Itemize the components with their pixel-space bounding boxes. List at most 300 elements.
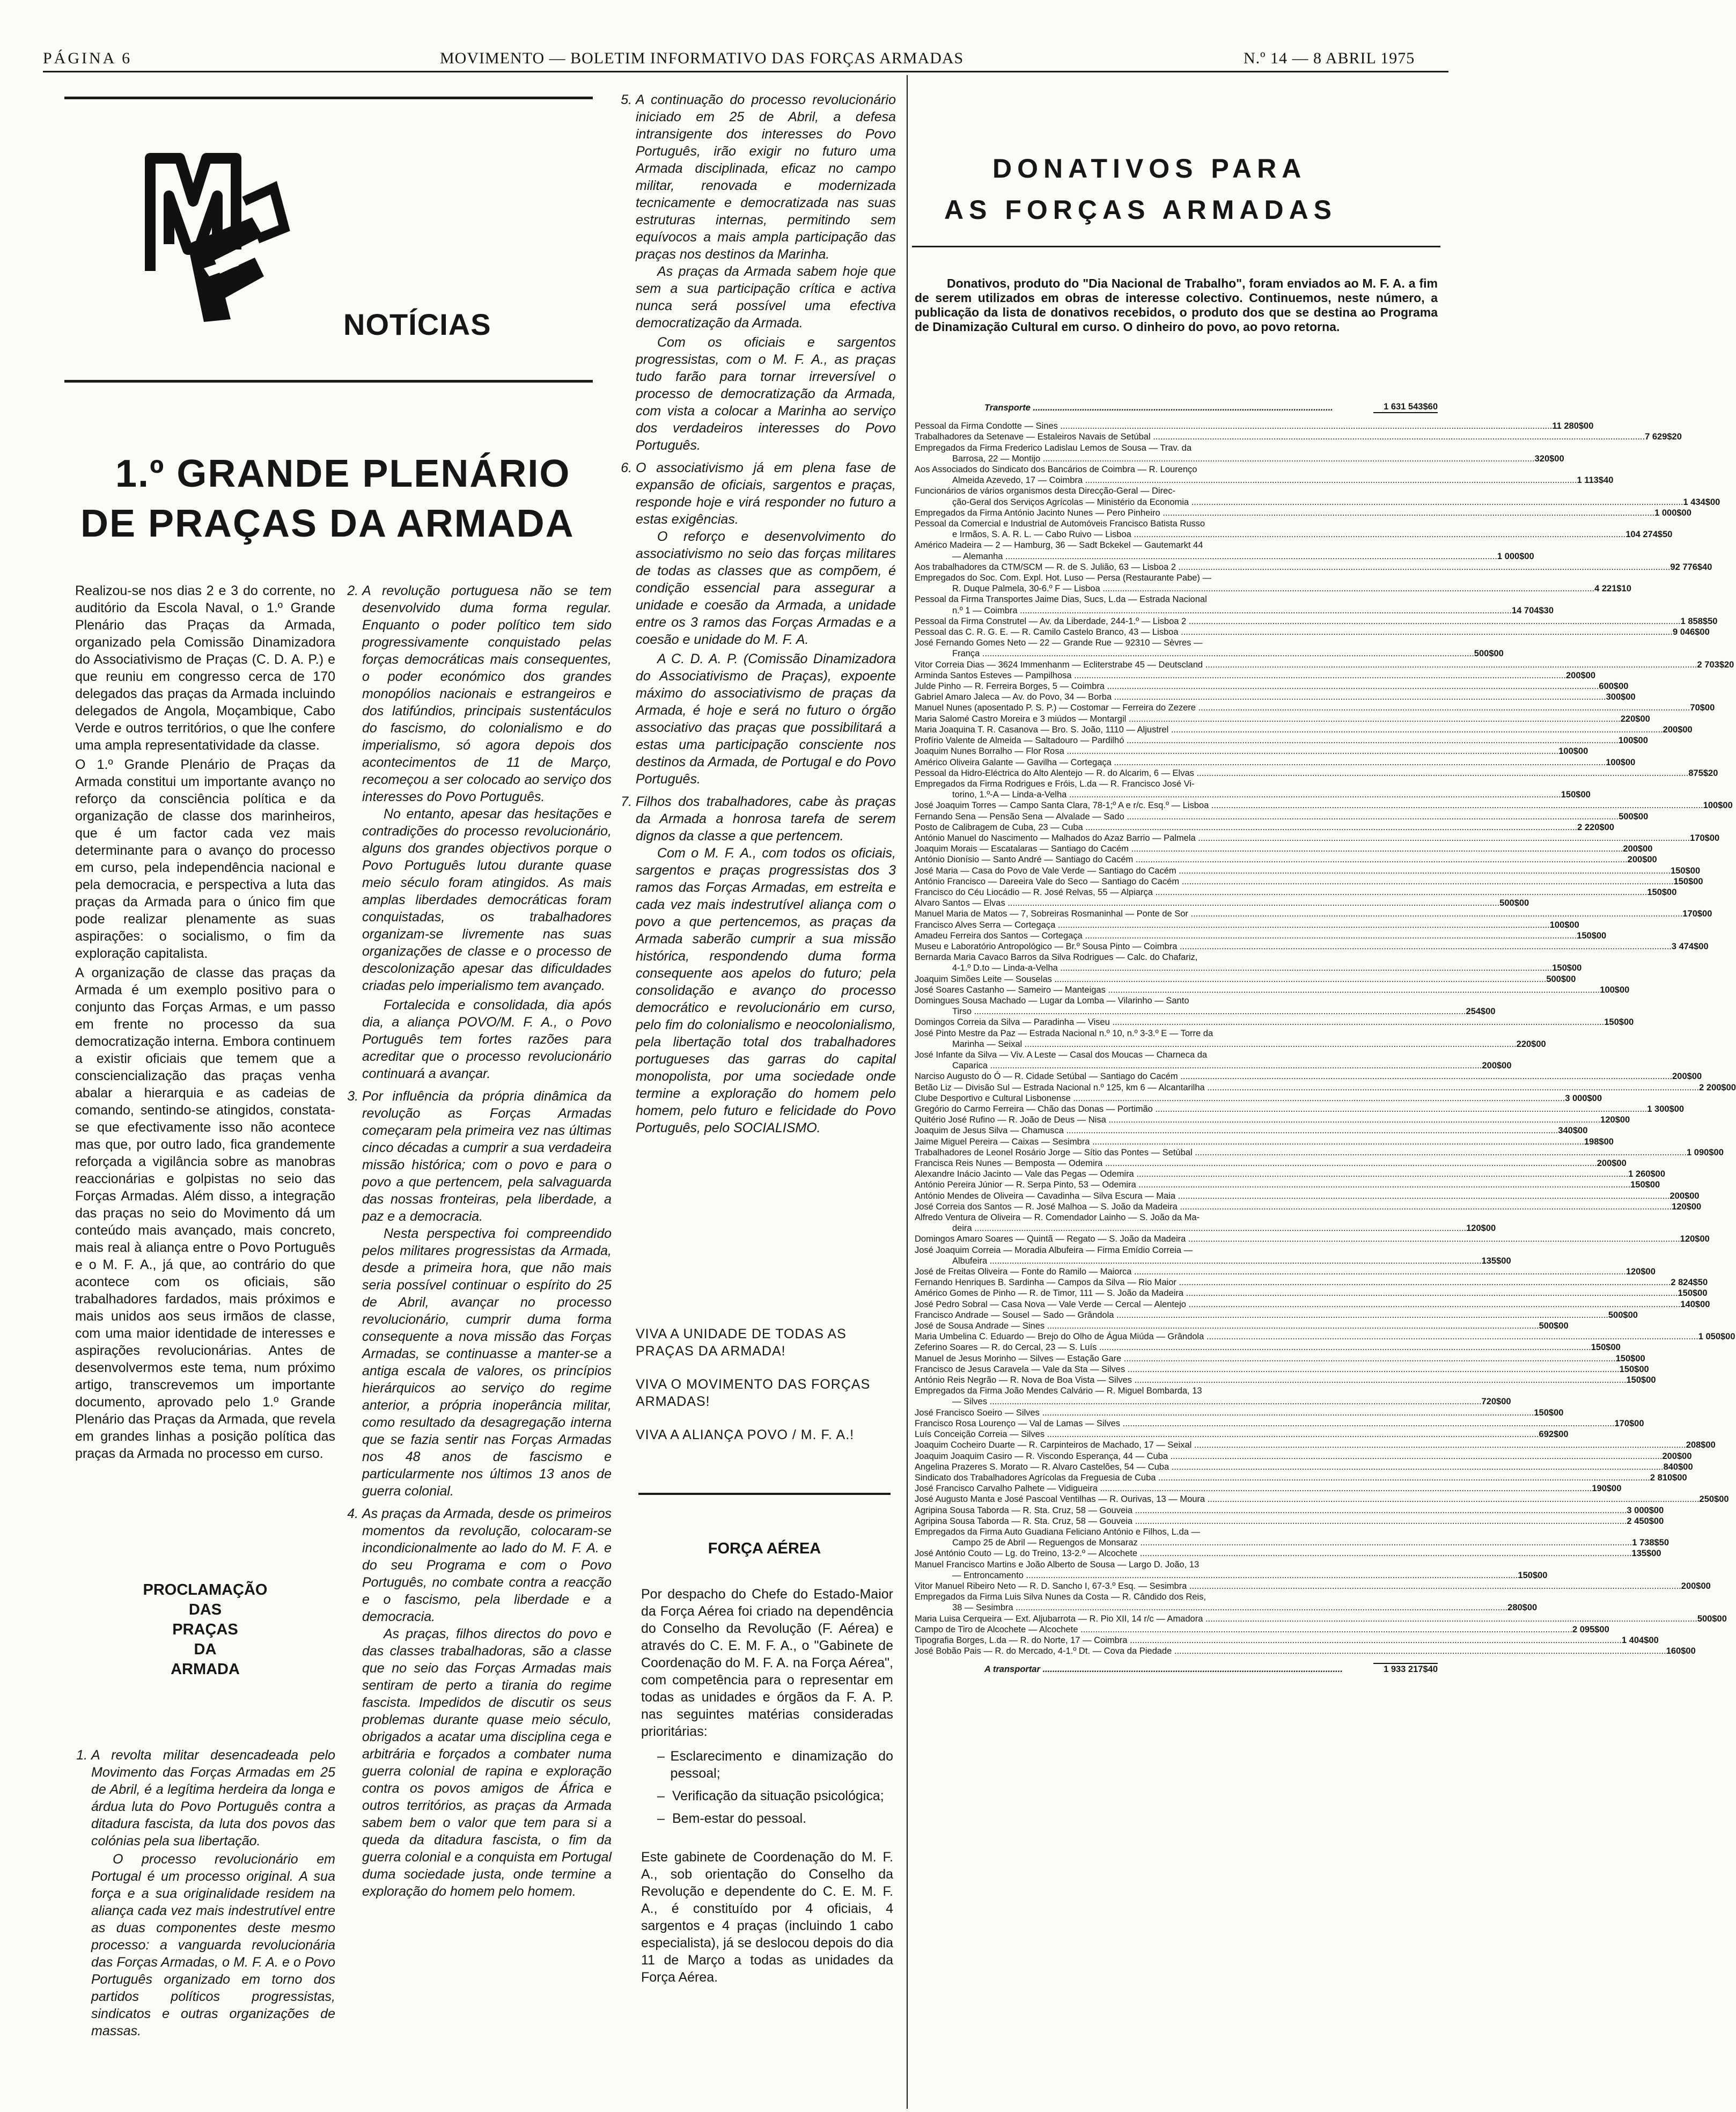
col1-paragraph: O 1.º Grande Plenário de Praças da Armada constitui um importante avanço no reforço da consciência política e da organização de classe dos marinheiros, que é um factor cada vez mais determinante para o avanço do processo em curso, pela independência nacional e pela democracia, e perspectiva a luta das praças da Armada para o único fim que pode realizar plenamente as suas aspirações: o socialismo, o fim da exploração capitalista.	[75, 757, 335, 961]
fa-item-text: Bem-estar do pessoal.	[672, 1811, 807, 1826]
donation-amount: 220$00	[1620, 714, 1650, 724]
donor-name: Maria Joaquina T. R. Casanova — Bro. S. João, 1110 — Aljustrel ........................................................................................................................................................................................................	[915, 724, 1663, 735]
donation-row	[915, 702, 1715, 713]
donation-row	[915, 573, 1438, 583]
donation-amount: 200$00	[1681, 1581, 1711, 1591]
donor-name: — Entroncamento ........................................................................................................................................................................................................	[952, 1570, 1518, 1580]
donor-name: Joaquim Morais — Escatalaras — Santiago do Cacém ........................................................................................................................................................................................................	[915, 844, 1623, 854]
donation-row	[915, 844, 1653, 854]
donation-row	[915, 1624, 1609, 1635]
transporte-row	[915, 401, 1438, 413]
donation-row	[915, 659, 1734, 670]
donation-amount: 170$00	[1690, 833, 1720, 843]
donor-name: Jaime Miguel Pereira — Caixas — Sesimbra ........................................................................................................................................................................................................	[915, 1136, 1584, 1147]
donation-amount: 3 000$00	[1565, 1093, 1602, 1103]
donation-amount: 100$00	[1549, 920, 1579, 930]
donation-amount: 600$00	[1599, 681, 1629, 692]
item-text: O processo revolucionário em Portugal é um processo original. A sua força e a sua originalidade residem na aliança cada vez mais indestrutível entre as duas componentes deste mesmo processo: a vanguarda revolucionária das Forças Armadas, o M. F. A. e o Povo Português organizado em torno dos partidos políticos progressistas, sindicatos e outras organizações de massas.	[91, 1852, 335, 2038]
donation-amount: 500$00	[1474, 649, 1504, 659]
donation-amount: 200$00	[1482, 1061, 1512, 1071]
donation-row	[915, 1114, 1630, 1125]
donor-name: António Dionísio — Santo André — Santiago do Cacém ........................................................................................................................................................................................................	[915, 855, 1628, 865]
col3-text	[620, 91, 896, 1142]
donation-row	[915, 941, 1709, 952]
donation-amount: 14 704$30	[1512, 605, 1554, 615]
donation-row	[915, 1277, 1708, 1288]
col2-text	[346, 582, 612, 1905]
donation-row	[915, 898, 1529, 908]
donor-name: Quitério José Rufino — R. João de Deus — Nisa ........................................................................................................................................................................................................	[915, 1115, 1601, 1125]
donation-amount: 104 274$50	[1625, 530, 1673, 540]
donor-name: Joaquim Nunes Borralho — Flor Rosa ........................................................................................................................................................................................................	[915, 746, 1559, 757]
donation-row	[915, 1635, 1659, 1646]
donor-name: Campo 25 de Abril — Reguengos de Monsaraz ........................................................................................................................................................................................................	[952, 1538, 1632, 1548]
donation-row	[915, 486, 1438, 496]
donor-name: Narciso Augusto do Ó — R. Cidade Setúbal — Santiago do Cacém ........................................................................................................................................................................................................	[915, 1072, 1673, 1082]
donation-row	[915, 1245, 1438, 1256]
donation-row	[915, 952, 1438, 963]
donor-name: Campo de Tiro de Alcochete — Alcochete ........................................................................................................................................................................................................	[915, 1624, 1572, 1634]
donor-name: José Francisco Soeiro — Silves ........................................................................................................................................................................................................	[915, 1407, 1534, 1418]
donor-name: Zeferino Soares — R. do Cercal, 23 — S. Luís ........................................................................................................................................................................................................	[915, 1343, 1591, 1353]
donor-name: Joaquim Joaquim Casiro — R. Viscondo Esperança, 44 — Cuba ........................................................................................................................................................................................................	[915, 1451, 1663, 1461]
viva-movimento: VIVA O MOVIMENTO DAS FORÇAS ARMADAS!	[636, 1377, 871, 1409]
donation-row	[915, 443, 1438, 453]
viva-block	[636, 1325, 899, 1460]
donation-amount: 100$00	[1606, 757, 1636, 767]
donor-name: Joaquim Cocheiro Duarte — R. Carpinteiros de Machado, 17 — Seixal ........................................................................................................................................................................................................	[915, 1440, 1686, 1450]
donation-amount: 120$00	[1466, 1223, 1496, 1234]
donation-amount: 692$00	[1539, 1429, 1569, 1440]
header-rule	[43, 71, 1448, 72]
item-text: Com o M. F. A., com todos os oficiais, sargentos e praças progressistas dos 3 ramos das Forças Armadas, em estreita e cada vez mais indestrutível aliança com o povo a que pertencemos, as praças da Armada saberão cumprir a sua missão histórica, respondendo duma forma consequente aos apelos do futuro; pela consolidação e avanço do processo democrático e revolucionário em curso, pelo fim do colonialismo e neocolonialismo, pela libertação total dos trabalhadores portugueses das garras do capital monopolista, por uma sociedade onde termine a exploração do homem pelo homem, pelo futuro e felicidade do Povo Português, pelo SOCIALISMO.	[636, 846, 896, 1135]
donation-amount: 2 824$50	[1671, 1278, 1708, 1288]
donation-amount: 1 000$00	[1497, 551, 1534, 561]
item-text: A revolta militar desencadeada pelo Movimento das Forças Armadas em 25 de Abril, é a legítima herdeira da longa e árdua luta do Povo Português contra a ditadura fascista, da luta dos povos das colónias pela sua libertação.	[91, 1748, 335, 1849]
donation-row	[915, 963, 1582, 973]
donation-row	[915, 551, 1534, 562]
donation-amount: 340$00	[1558, 1126, 1588, 1136]
donation-row	[915, 594, 1438, 605]
donation-amount: 100$00	[1558, 746, 1588, 757]
donation-amount: 200$00	[1597, 1158, 1627, 1169]
item-text: Fortalecida e consolidada, dia após dia, a aliança POVO/M. F. A., o Povo Português tem fortes razões para acreditar que o processo revolucionário continuará a avançar.	[362, 998, 612, 1081]
donation-amount: 2 810$00	[1650, 1472, 1687, 1483]
donor-name: 4-1.º D.to — Linda-a-Velha ........................................................................................................................................................................................................	[952, 963, 1553, 973]
donation-amount: 150$00	[1615, 1353, 1645, 1363]
donor-name: Tirso ........................................................................................................................................................................................................	[952, 1007, 1466, 1017]
donation-amount: 150$00	[1577, 930, 1607, 941]
donation-amount: 150$00	[1561, 790, 1591, 800]
item-text: A continuação do processo revolucionário iniciado em 25 de Abril, a defesa intransigente dos interesses do Povo Português, irão exigir no futuro uma Armada disciplinada, eficaz no campo militar, renovada e modernizada tecnicamente e democratizada nas suas estruturas internas, permitindo sem equívocos a mais ampla participação das praças nos destinos da Marinha.	[636, 92, 896, 262]
donation-amount: 150$00	[1678, 1288, 1708, 1299]
donation-row	[915, 1191, 1700, 1201]
donor-name: Profírio Valente de Almeida — Saltadouro — Pardilhó ........................................................................................................................................................................................................	[915, 736, 1619, 746]
donor-name: António Pereira Júnior — R. Serpa Pinto, 53 — Odemira ........................................................................................................................................................................................................	[915, 1180, 1631, 1190]
donation-row	[915, 1310, 1638, 1321]
donation-amount: 208$00	[1686, 1440, 1716, 1450]
donor-name: Joaquim de Jesus Silva — Chamusca ........................................................................................................................................................................................................	[915, 1126, 1558, 1136]
donor-name: Agripina Sousa Taborda — R. Sta. Cruz, 58 — Gouveia ........................................................................................................................................................................................................	[915, 1516, 1627, 1526]
donor-name: Aos trabalhadores da CTM/SCM — R. de S. Julião, 63 — Lisboa 2 ........................................................................................................................................................................................................	[915, 562, 1671, 572]
donor-name: Vitor Manuel Ribeiro Neto — R. D. Sancho I, 67-3.º Esq. — Sesimbra ........................................................................................................................................................................................................	[915, 1581, 1681, 1591]
donation-amount: 150$00	[1673, 876, 1703, 886]
item-text: Com os oficiais e sargentos progressistas, com o M. F. A., as praças tudo farão para tornar irreversível o processo de democratização da Armada, com vista a colocar a Marinha ao serviço dos verdadeiros interesses do Povo Português.	[636, 335, 896, 453]
donation-amount: 3 000$00	[1627, 1505, 1664, 1515]
donor-name: Manuel Francisco Martins e João Alberto de Sousa — Largo D. João, 13	[915, 1559, 1200, 1570]
donation-row	[915, 1592, 1438, 1602]
donation-row	[915, 605, 1554, 616]
donation-row	[915, 518, 1438, 529]
donor-name: Arminda Santos Esteves — Pampilhosa ........................................................................................................................................................................................................	[915, 670, 1566, 680]
donor-name: António Reis Negrão — R. Nova de Boa Vista — Silves ........................................................................................................................................................................................................	[915, 1375, 1627, 1385]
donation-amount: 150$00	[1671, 866, 1701, 876]
donor-name: R. Duque Palmela, 30-6.º F — Lisboa ........................................................................................................................................................................................................	[952, 584, 1595, 594]
donor-name: Empregados da Firma Auto Guadiana Feliciano António e Filhos, L.da —	[915, 1527, 1200, 1537]
donation-row	[915, 866, 1701, 876]
donation-row	[915, 930, 1607, 941]
donation-row	[915, 1581, 1711, 1592]
donor-name: José Francisco Carvalho Palhete — Vidigueira ........................................................................................................................................................................................................	[915, 1484, 1592, 1494]
donation-amount: 120$00	[1680, 1234, 1710, 1244]
issue-date: N.º 14 — 8 ABRIL 1975	[1244, 49, 1415, 67]
donor-name: Luís Conceição Correia — Silves ........................................................................................................................................................................................................	[915, 1429, 1539, 1440]
donation-row	[915, 1169, 1665, 1179]
donor-name: Clube Desportivo e Cultural Lisbonense ........................................................................................................................................................................................................	[915, 1093, 1565, 1103]
donation-row	[915, 1462, 1693, 1472]
donation-row	[915, 1006, 1496, 1017]
donation-row	[915, 648, 1504, 659]
donation-row	[915, 724, 1693, 735]
fa-paragraph: Este gabinete de Coordenação do M. F. A., sob orientação do Conselho da Revolução e dependente do C. E. M. F. A., é constituído por 4 oficiais, 4 sargentos e 4 praças (incluindo 1 cabo especialista), já se deslocou depois do dia 11 de Março a todas as unidades da Força Aérea.	[641, 1850, 893, 1985]
donation-amount: 200$00	[1565, 670, 1596, 680]
donation-row	[915, 1614, 1727, 1624]
donation-amount: 92 776$40	[1670, 562, 1712, 572]
donation-row	[915, 1407, 1564, 1418]
donor-name: José Maria — Casa do Povo de Vale Verde — Santiago do Cacém ........................................................................................................................................................................................................	[915, 866, 1671, 876]
donation-amount: 840$00	[1663, 1462, 1693, 1472]
donation-amount: 200$00	[1672, 1072, 1702, 1082]
donation-row	[915, 1646, 1696, 1656]
a-transportar-value: 1 933 217$40	[1373, 1663, 1438, 1675]
donation-row	[915, 529, 1673, 540]
donor-name: Pessoal da Firma Condotte — Sines ........................................................................................................................................................................................................	[915, 421, 1553, 431]
proclamation-line: PROCLAMAÇÃO	[143, 1581, 268, 1598]
donation-row	[915, 562, 1712, 573]
donation-amount: 9 046$00	[1672, 627, 1710, 637]
donation-row	[915, 854, 1657, 865]
donation-row	[915, 1602, 1538, 1613]
donor-name: 38 — Sesimbra ........................................................................................................................................................................................................	[952, 1603, 1508, 1613]
logo-bottom-rule	[64, 380, 593, 383]
donation-amount: 1 260$00	[1628, 1169, 1665, 1179]
donor-name: José de Freitas Oliveira — Fonte do Ramilo — Maiorca ........................................................................................................................................................................................................	[915, 1267, 1626, 1277]
donor-name: Funcionários de vários organismos desta Direcção-Geral — Direc-	[915, 486, 1176, 496]
donation-row	[915, 1017, 1634, 1028]
donor-name: deira ........................................................................................................................................................................................................	[952, 1223, 1467, 1234]
donation-amount: 300$00	[1606, 692, 1636, 702]
donation-amount: 500$00	[1546, 974, 1576, 984]
donation-row	[915, 1342, 1621, 1353]
proclamation-line: ARMADA	[171, 1661, 240, 1678]
donation-row	[915, 421, 1594, 431]
donor-name: ção-Geral dos Serviços Agrícolas — Ministério da Economia ........................................................................................................................................................................................................	[952, 497, 1683, 507]
donation-amount: 320$00	[1534, 453, 1564, 464]
page-label: PÁGINA 6	[43, 49, 133, 67]
forca-aerea-title: FORÇA AÉREA	[708, 1540, 821, 1557]
donation-amount: 200$00	[1662, 1451, 1692, 1461]
donor-name: Fernando Henriques B. Sardinha — Campos da Silva — Rio Maior ........................................................................................................................................................................................................	[915, 1278, 1671, 1288]
donor-name: Manuel de Jesus Morinho — Silves — Estação Gare ........................................................................................................................................................................................................	[915, 1353, 1616, 1363]
donor-name: António Mendes de Oliveira — Cavadinha — Silva Escura — Maia ........................................................................................................................................................................................................	[915, 1191, 1670, 1201]
donation-row	[915, 995, 1438, 1006]
section-title: NOTÍCIAS	[343, 307, 491, 341]
donation-amount: 500$00	[1499, 898, 1529, 908]
donation-amount: 120$00	[1625, 1267, 1656, 1277]
donation-row	[915, 887, 1677, 898]
donation-amount: 150$00	[1591, 1343, 1621, 1353]
donor-name: António Francisco — Dareeira Vale do Seco — Santiago do Cacém ........................................................................................................................................................................................................	[915, 876, 1674, 886]
donor-name: — Silves ........................................................................................................................................................................................................	[952, 1397, 1482, 1407]
col1-proclamation-items	[75, 1747, 335, 2045]
donation-row	[915, 1104, 1684, 1114]
mfa-logo	[129, 137, 290, 330]
donor-name: José Soares Castanho — Sameiro — Manteigas ........................................................................................................................................................................................................	[915, 985, 1600, 995]
donation-amount: 2 703$20	[1697, 659, 1734, 670]
item-text: Nesta perspectiva foi compreendido pelos militares progressistas da Armada, desde a primeira hora, que não mais seria possível continuar o espírito do 25 de Abril, avançar no processo revolucionário, cumprir duma forma consequente a nova missão das Forças Armadas, se continuasse a manter-se a antiga escala de valores, os princípios hierárquicos ao serviço do regime anterior, a própria inoperância militar, como resultado da desagregação interna que se fazia sentir nas Forças Armadas nos 48 anos de fascismo e particularmente nos últimos 13 anos de guerra colonial.	[362, 1226, 612, 1499]
donor-name: Fernando Sena — Pensão Sena — Alvalade — Sado ........................................................................................................................................................................................................	[915, 811, 1619, 822]
donation-amount: 2 450$00	[1627, 1516, 1664, 1526]
donor-name: Vitor Correia Dias — 3624 Immenhanm — Ecliterstrabe 45 — Deutscland ........................................................................................................................................................................................................	[915, 659, 1697, 670]
donation-amount: 7 629$20	[1645, 432, 1682, 442]
donation-row	[915, 1559, 1438, 1570]
donor-name: José Joaquim Correia — Moradia Albufeira — Firma Emídio Correia —	[915, 1245, 1193, 1255]
donor-name: Francisco do Céu Liocádio — R. José Relvas, 55 — Alpiarça ........................................................................................................................................................................................................	[915, 887, 1647, 897]
donor-name: Pessoal da Hidro-Eléctrica do Alto Alentejo — R. do Alcarim, 6 — Elvas ........................................................................................................................................................................................................	[915, 768, 1689, 778]
donation-row	[915, 1288, 1708, 1299]
donation-amount: 190$00	[1592, 1484, 1622, 1494]
transporte-label: Transporte ..........................................................................................................................	[984, 403, 1333, 413]
donation-row	[915, 475, 1614, 486]
donation-amount: 11 280$00	[1552, 421, 1594, 431]
donation-rows	[915, 421, 1736, 1656]
fa-top-rule	[638, 1493, 891, 1495]
proclamation-line: DAS	[188, 1601, 222, 1618]
donor-name: Manuel Nunes (aposentado P. S. P.) — Costomar — Ferreira do Zezere ........................................................................................................................................................................................................	[915, 703, 1690, 713]
donation-amount: 1 404$00	[1621, 1635, 1659, 1645]
donation-amount: 1 000$00	[1654, 508, 1691, 518]
donation-row	[915, 1071, 1702, 1082]
donation-row	[915, 1396, 1511, 1407]
donor-name: José Correia dos Santos — R. José Malhoa — S. João da Madeira ........................................................................................................................................................................................................	[915, 1201, 1672, 1212]
donor-name: Pessoal das C. R. G. E. — R. Camilo Castelo Branco, 43 — Lisboa ........................................................................................................................................................................................................	[915, 627, 1673, 637]
donor-name: Tipografia Borges, L.da — R. do Norte, 17 — Coimbra ........................................................................................................................................................................................................	[915, 1635, 1622, 1645]
donation-amount: 500$00	[1697, 1614, 1727, 1624]
donor-name: Gregório do Carmo Ferreira — Chão das Donas — Portimão ........................................................................................................................................................................................................	[915, 1104, 1647, 1114]
donation-row	[915, 1147, 1724, 1158]
item-text: As praças da Armada, desde os primeiros momentos da revolução, colocaram-se incondicionalmente ao lado do M. F. A. e do seu Programa e com o Povo Português, no combate contra a reacção e o fascismo, pela liberdade e a democracia.	[362, 1506, 612, 1624]
donation-row	[915, 540, 1438, 551]
donation-amount: 1 050$00	[1698, 1332, 1735, 1342]
donation-row	[915, 692, 1636, 702]
donation-row	[915, 616, 1718, 627]
donation-amount: 150$00	[1534, 1407, 1564, 1418]
donation-row	[915, 1385, 1438, 1396]
donation-amount: 100$00	[1618, 736, 1648, 746]
donor-name: Angelina Prazeres S. Morato — R. Alvaro Castelões, 54 — Cuba ........................................................................................................................................................................................................	[915, 1462, 1664, 1472]
donation-amount: 250$00	[1699, 1494, 1729, 1505]
donation-row	[915, 508, 1691, 518]
a-transportar-label: A transportar ..........................................................................................................................	[984, 1664, 1343, 1675]
donation-amount: 1 090$00	[1687, 1147, 1724, 1157]
donor-name: Maria Salomé Castro Moreira e 3 miúdos — Montargil ........................................................................................................................................................................................................	[915, 714, 1621, 724]
donation-amount: 1 300$00	[1647, 1104, 1684, 1114]
donation-amount: 1 858$50	[1680, 616, 1718, 626]
donation-row	[915, 1472, 1687, 1483]
donation-amount: 2 200$00	[1699, 1082, 1736, 1092]
donor-name: Almeida Azevedo, 17 — Coimbra ........................................................................................................................................................................................................	[952, 475, 1577, 486]
donor-name: Bernarda Maria Cavaco Barros da Silva Rodrigues — Calc. do Chafariz,	[915, 952, 1198, 963]
proclamation-line: DA	[194, 1641, 217, 1658]
donation-amount: 100$00	[1600, 985, 1630, 995]
donor-name: Manuel Maria de Matos — 7, Sobreiras Rosmaninhal — Ponte de Sor ........................................................................................................................................................................................................	[915, 909, 1683, 919]
donor-name: Trabalhadores da Setenave — Estaleiros Navais de Setúbal ........................................................................................................................................................................................................	[915, 432, 1645, 442]
donor-name: Domingos Amaro Soares — Quintã — Regato — S. João da Madeira ........................................................................................................................................................................................................	[915, 1234, 1680, 1244]
donation-amount: 150$00	[1552, 963, 1582, 973]
donation-row	[915, 453, 1564, 464]
item-text: O associativismo já em plena fase de expansão de oficiais, sargentos e praças, responde hoje e virá responder no futuro a estas exigências.	[636, 460, 896, 527]
donation-amount: 254$00	[1466, 1007, 1496, 1017]
donor-name: Pessoal da Firma Construtel — Av. da Liberdade, 244-1.º — Lisboa 2 ........................................................................................................................................................................................................	[915, 616, 1681, 626]
donation-amount: 150$00	[1647, 887, 1677, 897]
donation-row	[915, 1125, 1588, 1136]
donation-row	[915, 735, 1648, 746]
donor-name: Posto de Calibragem de Cuba, 23 — Cuba ........................................................................................................................................................................................................	[915, 822, 1578, 832]
donation-row	[915, 1451, 1692, 1462]
donation-row	[915, 768, 1718, 779]
donation-row	[915, 1364, 1649, 1375]
proclamation-item-7	[636, 793, 896, 1136]
donor-name: Américo Oliveira Galante — Gavilha — Cortegaça ........................................................................................................................................................................................................	[915, 757, 1606, 767]
col1-paragraph: Realizou-se nos dias 2 e 3 do corrente, no auditório da Escola Naval, o 1.º Grande Plenário das Praças da Armada, organizado pela Comissão Dinamizadora do Associativismo de Praças (C. D. A. P.) e que reuniu em congresso cerca de 170 delegados das praças da Armada incluindo delegados de Angola, Moçambique, Cabo Verde e outros territórios, o que lhe confere uma ampla representatividade da classe.	[75, 583, 335, 753]
donor-name: Empregados da Firma António Jacinto Nunes — Pero Pinheiro ........................................................................................................................................................................................................	[915, 508, 1655, 518]
logo-top-rule	[64, 97, 593, 99]
fa-list-item: – Verificação da situação psicológica;	[657, 1788, 884, 1803]
donation-row	[915, 757, 1636, 768]
donation-row	[915, 779, 1438, 789]
donation-amount: 220$00	[1516, 1039, 1546, 1049]
donation-row	[915, 431, 1682, 442]
donor-name: José Fernando Gomes Neto — 22 — Grande Rue — 92310 — Sèvres —	[915, 638, 1203, 648]
donor-name: Pessoal da Firma Transportes Jaime Dias, Sucs, L.da — Estrada Nacional	[915, 595, 1207, 605]
donor-name: Empregados do Soc. Com. Expl. Hot. Luso — Persa (Restaurante Pabe) —	[915, 573, 1212, 583]
donation-row	[915, 1082, 1736, 1093]
donation-amount: 720$00	[1481, 1397, 1511, 1407]
fa-list-item: – Esclarecimento e dinamização do pessoal;	[657, 1749, 893, 1781]
donation-row	[915, 1093, 1602, 1104]
donation-amount: 150$00	[1518, 1570, 1548, 1580]
donor-name: Joaquim Simões Leite — Souselas ........................................................................................................................................................................................................	[915, 974, 1547, 984]
donor-name: Domingues Sousa Machado — Lugar da Lomba — Vilarinho — Santo	[915, 995, 1189, 1006]
donation-row	[915, 985, 1630, 995]
donation-row	[915, 800, 1733, 811]
donation-row	[915, 1440, 1716, 1450]
donation-row	[915, 1299, 1710, 1310]
donativos-title-line2: AS FORÇAS ARMADAS	[944, 195, 1337, 225]
donation-amount: 3 474$00	[1671, 941, 1709, 951]
donation-row	[915, 789, 1591, 800]
donation-row	[915, 1028, 1438, 1039]
donation-amount: 70$00	[1690, 703, 1715, 713]
donor-name: Empregados da Firma João Mendes Calvário — R. Miguel Bombarda, 13	[915, 1386, 1202, 1396]
donor-name: Américo Madeira — 2 — Hamburg, 36 — Sadt Bckekel — Gautemarkt 44	[915, 540, 1203, 551]
donation-amount: 150$00	[1630, 1180, 1660, 1190]
viva-alianca: VIVA A ALIANÇA POVO / M. F. A.!	[636, 1427, 855, 1442]
donor-name: Amadeu Ferreira dos Santos — Cortegaça ........................................................................................................................................................................................................	[915, 930, 1577, 941]
donations-table	[915, 401, 1736, 1675]
donor-name: Sindicato dos Trabalhadores Agrícolas da Freguesia de Cuba ........................................................................................................................................................................................................	[915, 1472, 1650, 1483]
donor-name: Alexandre Inácio Jacinto — Vale das Pegas — Odemira ........................................................................................................................................................................................................	[915, 1169, 1629, 1179]
donation-row	[915, 1548, 1661, 1559]
donation-row	[915, 681, 1629, 692]
donor-name: Domingos Correia da Silva — Paradinha — Viseu ........................................................................................................................................................................................................	[915, 1017, 1605, 1028]
donor-name: Alvaro Santos — Elvas ........................................................................................................................................................................................................	[915, 898, 1500, 908]
donation-row	[915, 1494, 1729, 1505]
donativos-title-line1: DONATIVOS PARA	[992, 153, 1307, 184]
donor-name: Museu e Laboratório Antropológico — Br.º Sousa Pinto — Coimbra ........................................................................................................................................................................................................	[915, 941, 1672, 951]
donor-name: José Pedro Sobral — Casa Nova — Vale Verde — Cercal — Alentejo ........................................................................................................................................................................................................	[915, 1299, 1681, 1309]
col1-paragraph: A organização de classe das praças da Armada é um exemplo positivo para o conjunto das Forças Armas, e um passo em frente no processo da sua democratização interna. Embora continuem a existir oficiais que temem que a consciencialização das praças venha abalar a hierarquia e as cadeias de comando, sentindo-se atingidos, constata-se que efectivamente isso não acontece mas que, por outro lado, fica grandemente reforçada a vigilância sobre as manobras reaccionárias e golpistas no seio das Forças Armadas. Além disso, a integração das praças no seio do Movimento dá um conteúdo mais avançado, mais concreto, mais real à aliança entre o Povo Português e o M. F. A., já que, ao contrário do que acontece com os oficiais, são trabalhadores fardados, mais próximos e mais unidos aos seus irmãos de classe, com uma maior identidade de interesses e aspirações revolucionárias. Antes de desenvolvermos este tema, num próximo artigo, transcrevemos um importante documento, aprovado pelo 1.º Grande Plenário das Praças da Armada, que revela em grandes linhas a posição política das praças da Armada no processo em curso.	[75, 965, 335, 1461]
item-text: Por influência da própria dinâmica da revolução as Forças Armadas começaram pela primeira vez nas últimas cinco décadas a cumprir a sua verdadeira missão histórica; com o povo e para o povo a que pertencem, pela salvaguarda das nossas fronteiras, pela liberdade, a paz e a democracia.	[362, 1089, 612, 1224]
donor-name: Albufeira ........................................................................................................................................................................................................	[952, 1256, 1482, 1266]
donation-amount: 150$00	[1619, 1364, 1649, 1374]
donation-amount: 200$00	[1669, 1191, 1700, 1201]
donor-name: Marinha — Seixal ........................................................................................................................................................................................................	[952, 1039, 1517, 1049]
proclamation-item-1	[91, 1747, 335, 2040]
donor-name: José Augusto Manta e José Pascoal Ventilhas — R. Ourivas, 13 — Moura ........................................................................................................................................................................................................	[915, 1494, 1700, 1505]
fa-item-text: Verificação da situação psicológica;	[672, 1788, 884, 1803]
donor-name: José António Couto — Lg. do Treino, 13-2.º — Alcochete ........................................................................................................................................................................................................	[915, 1549, 1632, 1559]
donation-amount: 100$00	[1703, 801, 1733, 811]
proclamation-item-2	[362, 582, 612, 1082]
donation-row	[915, 464, 1438, 475]
donor-name: Francisco Alves Serra — Cortegaça ........................................................................................................................................................................................................	[915, 920, 1550, 930]
donor-name: Francisco Rosa Lourenço — Val de Lamas — Silves ........................................................................................................................................................................................................	[915, 1418, 1615, 1428]
donation-row	[915, 1483, 1622, 1494]
donation-amount: 120$00	[1672, 1201, 1702, 1212]
donor-name: Betão Liz — Divisão Sul — Estrada Nacional n.º 125, km 6 — Alcantarilha ........................................................................................................................................................................................................	[915, 1082, 1700, 1092]
donation-amount: 135$00	[1481, 1256, 1511, 1266]
donation-row	[915, 714, 1650, 724]
donation-row	[915, 1418, 1644, 1429]
donation-row	[915, 1234, 1710, 1244]
donation-row	[915, 497, 1720, 508]
donation-row	[915, 746, 1588, 757]
proclamation-line: PRAÇAS	[172, 1621, 238, 1638]
donation-row	[915, 1429, 1569, 1440]
donation-row	[915, 1256, 1511, 1266]
donation-row	[915, 1201, 1702, 1212]
donation-row	[915, 876, 1703, 887]
donor-name: n.º 1 — Coimbra ........................................................................................................................................................................................................	[952, 605, 1512, 615]
donor-name: José Joaquim Torres — Campo Santa Clara, 78-1;º A e r/c. Esq.º — Lisboa ........................................................................................................................................................................................................	[915, 801, 1703, 811]
donor-name: Empregados da Firma Luis Silva Nunes da Costa — R. Cândido dos Reis,	[915, 1592, 1206, 1602]
donation-row	[915, 1212, 1438, 1223]
donor-name: Agripina Sousa Taborda — R. Sta. Cruz, 58 — Gouveia ........................................................................................................................................................................................................	[915, 1505, 1627, 1515]
donativos-intro: Donativos, produto do "Dia Nacional de Trabalho", foram enviados ao M. F. A. a fim de serem utilizados em obras de interesse colectivo. Continuemos, neste número, a publicação da lista de donativos recebidos, o produto dos que se destina ao Programa de Dinamização Cultural em curso. O dinheiro do povo, ao povo retorna.	[915, 276, 1438, 334]
donation-amount: 150$00	[1626, 1375, 1656, 1385]
donor-name: José de Sousa Andrade — Sines ........................................................................................................................................................................................................	[915, 1321, 1539, 1331]
